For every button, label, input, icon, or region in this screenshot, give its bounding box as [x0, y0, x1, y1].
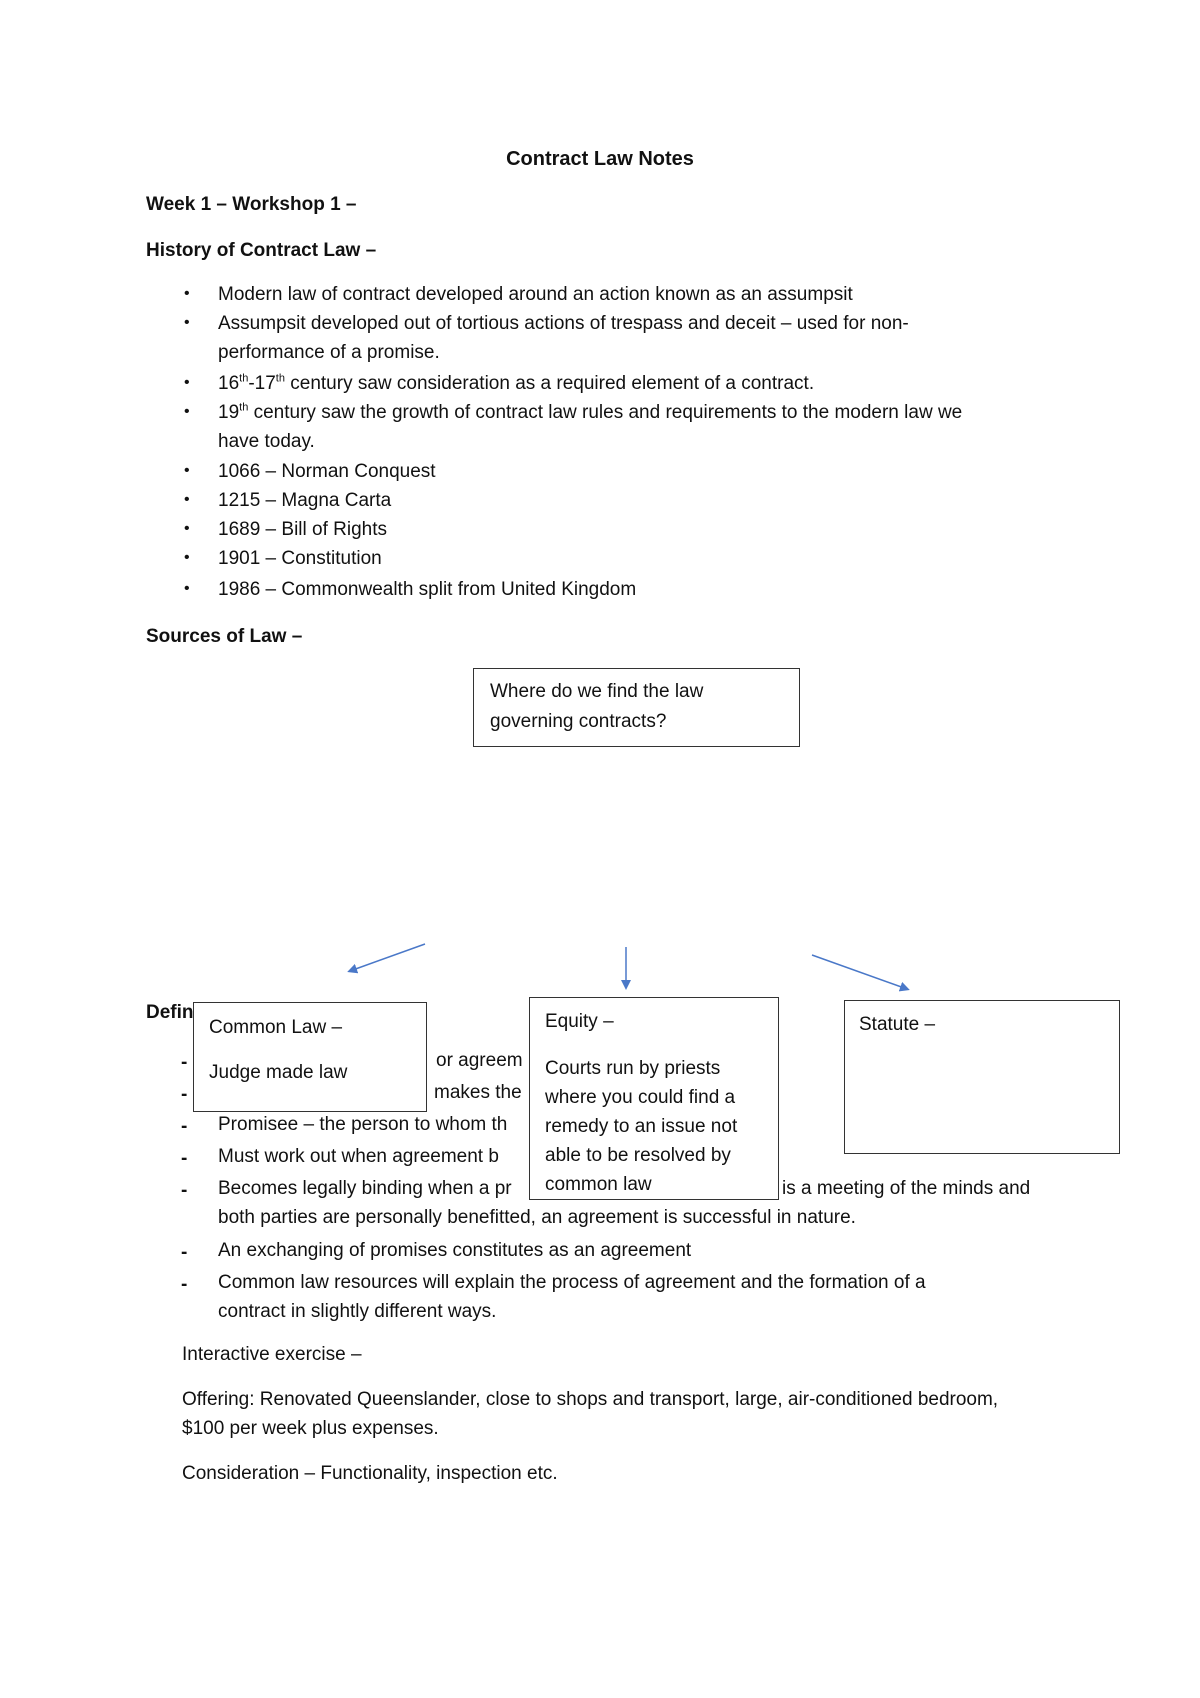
list-item: Promisee – the person to whom th [218, 1114, 508, 1135]
list-item: Common law resources will explain the process of agreement and the formation of a [218, 1272, 926, 1293]
dash-icon: - [181, 1242, 188, 1263]
list-item: 1901 – Constitution [218, 548, 382, 569]
common-law-title: Common Law – [209, 1017, 343, 1038]
equity-line: Courts run by priests [545, 1058, 721, 1079]
definitions-heading: Defin [146, 1002, 194, 1023]
history-heading: History of Contract Law – [146, 240, 377, 261]
list-item: 1689 – Bill of Rights [218, 519, 387, 540]
list-item: makes the [434, 1082, 522, 1103]
bullet-icon: • [184, 580, 190, 597]
equity-line: remedy to an issue not [545, 1116, 738, 1137]
consideration-line: Consideration – Functionality, inspection etc. [182, 1463, 558, 1484]
statute-box [844, 1000, 1120, 1154]
list-item: Must work out when agreement b [218, 1146, 499, 1167]
list-item: An exchanging of promises constitutes as an agreement [218, 1240, 692, 1261]
dash-icon: - [181, 1148, 188, 1169]
list-item-continuation: both parties are personally benefitted, an agreement is successful in nature. [218, 1207, 856, 1228]
list-item: 1986 – Commonwealth split from United Kingdom [218, 579, 637, 600]
equity-line: where you could find a [545, 1087, 736, 1108]
list-item: Becomes legally binding when a pr [218, 1178, 512, 1199]
equity-box [529, 997, 779, 1200]
dash-icon: - [181, 1274, 188, 1295]
statute-title: Statute – [859, 1014, 936, 1035]
list-item-continuation: contract in slightly different ways. [218, 1301, 497, 1322]
list-item-tail: is a meeting of the minds and [782, 1178, 1031, 1199]
list-item-continuation: have today. [218, 431, 315, 452]
ordinal-suffix: th [239, 372, 249, 385]
document-title: Contract Law Notes [506, 148, 694, 170]
century-end: -17 [248, 373, 276, 394]
dash-icon: - [181, 1084, 188, 1105]
century: 19 [218, 402, 240, 423]
question-line-2: governing contracts? [490, 711, 667, 732]
bullet-icon: • [184, 314, 190, 331]
dash-icon: - [181, 1052, 188, 1073]
equity-line: able to be resolved by [545, 1145, 731, 1166]
offering-line-2: $100 per week plus expenses. [182, 1418, 439, 1439]
bullet-icon: • [184, 520, 190, 537]
sources-heading: Sources of Law – [146, 626, 303, 647]
list-item: 1066 – Norman Conquest [218, 461, 436, 482]
week-heading: Week 1 – Workshop 1 – [146, 194, 357, 215]
list-item: 1215 – Magna Carta [218, 490, 392, 511]
century-start: 16 [218, 373, 240, 394]
common-law-box [193, 1002, 427, 1112]
list-item: Assumpsit developed out of tortious actions of trespass and deceit – used for non- [218, 313, 909, 334]
list-item-text: century saw consideration as a required element of a contract. [284, 373, 815, 394]
equity-title: Equity – [545, 1011, 614, 1032]
equity-line: common law [545, 1174, 652, 1195]
bullet-icon: • [184, 462, 190, 479]
list-item: Modern law of contract developed around an action known as an assumpsit [218, 284, 853, 305]
list-item: or agreem [436, 1050, 523, 1071]
bullet-icon: • [184, 374, 190, 391]
dash-icon: - [181, 1180, 188, 1201]
bullet-icon: • [184, 549, 190, 566]
offering-line-1: Offering: Renovated Queenslander, close to shops and transport, large, air-conditioned bedroom, [182, 1389, 999, 1410]
common-law-body: Judge made law [209, 1062, 348, 1083]
bullet-icon: • [184, 403, 190, 420]
bullet-icon: • [184, 491, 190, 508]
dash-icon: - [181, 1116, 188, 1137]
ordinal-suffix: th [275, 372, 285, 385]
arrow-to-statute [812, 955, 907, 989]
question-line-1: Where do we find the law [490, 681, 704, 702]
bullet-icon: • [184, 285, 190, 302]
list-item-continuation: performance of a promise. [218, 342, 440, 363]
arrow-to-common-law [350, 944, 425, 971]
interactive-heading: Interactive exercise – [182, 1344, 362, 1365]
list-item-text: century saw the growth of contract law rules and requirements to the modern law we [248, 402, 963, 423]
ordinal-suffix: th [239, 401, 249, 414]
